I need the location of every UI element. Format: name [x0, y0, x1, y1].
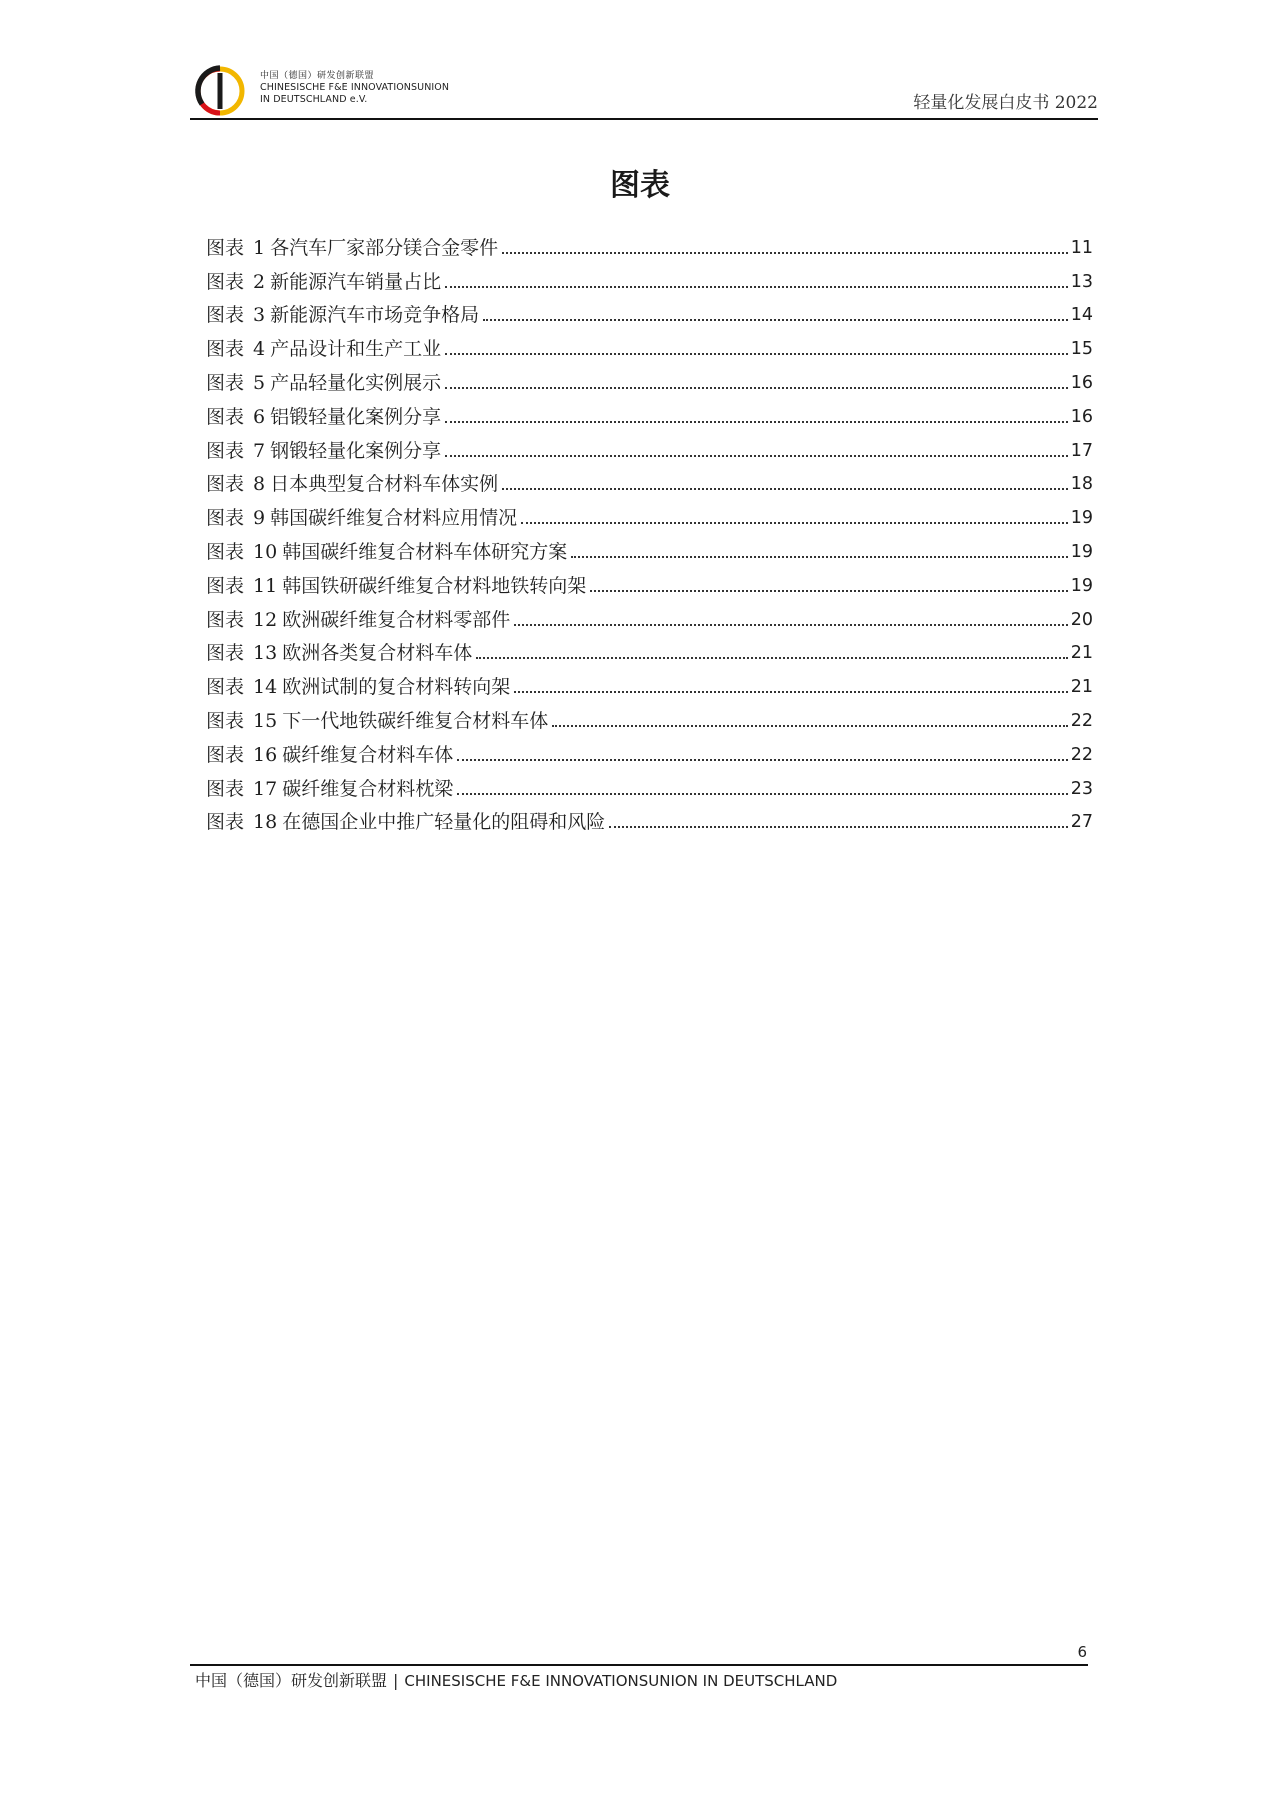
- figure-entry-prefix: 图表: [206, 676, 245, 699]
- figure-entry-page: 16: [1070, 372, 1093, 393]
- figure-entry-number: 18: [253, 811, 278, 834]
- figure-entry-label: [206, 675, 510, 699]
- figure-list-entry[interactable]: [206, 564, 1093, 598]
- figure-list-entry[interactable]: [206, 226, 1093, 260]
- figure-list-entry[interactable]: [206, 530, 1093, 564]
- figure-entry-prefix: 图表: [206, 405, 245, 428]
- figure-entry-number: 6: [253, 405, 266, 428]
- figure-entry-prefix: 图表: [206, 507, 245, 530]
- figure-entry-title: 在德国企业中推广轻量化的阻碍和风险: [282, 811, 606, 834]
- figure-entry-number: 15: [253, 709, 278, 732]
- dot-leader: [457, 793, 1068, 795]
- figure-list-entry[interactable]: [206, 699, 1093, 733]
- figure-entry-prefix: 图表: [206, 811, 245, 834]
- figure-entry-label: [206, 337, 441, 361]
- figure-entry-label: [206, 405, 441, 429]
- figure-entry-page: 23: [1070, 778, 1093, 799]
- dot-leader: [483, 319, 1068, 321]
- figure-list-entry[interactable]: [206, 395, 1093, 429]
- dot-leader: [445, 286, 1068, 288]
- dot-leader: [514, 624, 1068, 626]
- figure-entry-page: 18: [1070, 474, 1093, 495]
- figure-entry-title: 下一代地铁碳纤维复合材料车体: [282, 709, 549, 732]
- figure-entry-prefix: 图表: [206, 439, 245, 462]
- figure-entry-page: 19: [1070, 575, 1093, 596]
- figure-list-entry[interactable]: [206, 767, 1093, 801]
- figure-entry-number: 9: [253, 507, 266, 530]
- figure-entry-label: [206, 641, 472, 665]
- figure-entry-number: 5: [253, 371, 266, 394]
- figure-entry-number: 7: [253, 439, 266, 462]
- figure-list-entry[interactable]: [206, 632, 1093, 666]
- figure-entry-number: 8: [253, 473, 266, 496]
- figure-list-entry[interactable]: [206, 463, 1093, 497]
- figure-list-entry[interactable]: [206, 429, 1093, 463]
- figure-entry-page: 11: [1070, 237, 1093, 258]
- footer-org-cn: 中国（德国）研发创新联盟: [195, 1671, 388, 1690]
- figure-entry-number: 4: [253, 338, 266, 361]
- dot-leader: [502, 488, 1068, 490]
- figure-entry-page: 22: [1070, 744, 1093, 765]
- page-header: [190, 60, 1098, 120]
- figure-entry-title: 韩国碳纤维复合材料车体研究方案: [282, 540, 568, 563]
- figure-entry-prefix: 图表: [206, 777, 245, 800]
- figure-entry-label: [206, 506, 517, 530]
- figure-entry-prefix: 图表: [206, 642, 245, 665]
- figure-entry-prefix: 图表: [206, 608, 245, 631]
- figure-list-entry[interactable]: [206, 294, 1093, 328]
- figure-entry-label: [206, 472, 498, 496]
- figure-entry-number: 10: [253, 540, 278, 563]
- figure-entry-label: [206, 270, 441, 294]
- figure-list: [206, 226, 1093, 834]
- org-name-en-line2: IN DEUTSCHLAND e.V.: [260, 94, 368, 105]
- figure-entry-prefix: 图表: [206, 709, 245, 732]
- org-name-block: [260, 70, 449, 106]
- figure-entry-prefix: 图表: [206, 574, 245, 597]
- dot-leader: [445, 353, 1068, 355]
- figure-list-entry[interactable]: [206, 496, 1093, 530]
- figure-entry-page: 21: [1070, 677, 1093, 698]
- figure-entry-label: [206, 371, 441, 395]
- org-name-cn: 中国（德国）研发创新联盟: [260, 71, 375, 81]
- org-name-en-line1: CHINESISCHE F&E INNOVATIONSUNION: [260, 82, 450, 93]
- dot-leader: [445, 455, 1068, 457]
- figure-entry-label: [206, 439, 441, 463]
- dot-leader: [514, 691, 1068, 693]
- figure-entry-title: 韩国铁研碳纤维复合材料地铁转向架: [282, 574, 587, 597]
- figure-entry-prefix: 图表: [206, 304, 245, 327]
- figure-entry-number: 11: [253, 574, 278, 597]
- figure-entry-number: 3: [253, 304, 266, 327]
- figure-entry-title: 韩国碳纤维复合材料应用情况: [270, 507, 518, 530]
- figure-entry-page: 16: [1070, 406, 1093, 427]
- figure-list-entry[interactable]: [206, 260, 1093, 294]
- figure-entry-page: 21: [1070, 643, 1093, 664]
- figure-list-entry[interactable]: [206, 327, 1093, 361]
- figure-entry-number: 17: [253, 777, 278, 800]
- figure-entry-page: 27: [1070, 812, 1093, 833]
- dot-leader: [502, 252, 1068, 254]
- footer-org: [195, 1670, 837, 1692]
- figure-list-entry[interactable]: [206, 665, 1093, 699]
- figure-entry-prefix: 图表: [206, 743, 245, 766]
- dot-leader: [609, 826, 1068, 828]
- figure-entry-title: 欧洲各类复合材料车体: [282, 642, 473, 665]
- dot-leader: [445, 421, 1068, 423]
- footer-separator: |: [393, 1671, 399, 1690]
- figure-entry-title: 碳纤维复合材料枕梁: [282, 777, 454, 800]
- figure-entry-label: [206, 608, 510, 632]
- dot-leader: [476, 657, 1068, 659]
- figure-entry-prefix: 图表: [206, 236, 245, 259]
- figure-entry-title: 铝锻轻量化案例分享: [270, 405, 442, 428]
- figure-list-heading: 图表: [610, 168, 670, 203]
- dot-leader: [552, 725, 1068, 727]
- page-number: 6: [1077, 1643, 1087, 1661]
- figure-entry-prefix: 图表: [206, 371, 245, 394]
- figure-entry-page: 19: [1070, 508, 1093, 529]
- figure-entry-title: 碳纤维复合材料车体: [282, 743, 454, 766]
- figure-list-entry[interactable]: [206, 733, 1093, 767]
- figure-entry-label: [206, 574, 586, 598]
- dot-leader: [457, 759, 1068, 761]
- figure-entry-page: 17: [1070, 440, 1093, 461]
- dot-leader: [590, 590, 1068, 592]
- figure-entry-title: 新能源汽车销量占比: [270, 270, 442, 293]
- figure-list-entry[interactable]: [206, 598, 1093, 632]
- figure-entry-page: 22: [1070, 710, 1093, 731]
- figure-entry-title: 日本典型复合材料车体实例: [270, 473, 499, 496]
- figure-entry-prefix: 图表: [206, 473, 245, 496]
- org-logo-icon: [194, 64, 246, 116]
- figure-entry-page: 20: [1070, 609, 1093, 630]
- figure-entry-label: [206, 540, 567, 564]
- figure-list-entry[interactable]: [206, 361, 1093, 395]
- figure-entry-title: 产品轻量化实例展示: [270, 371, 442, 394]
- figure-entry-page: 14: [1070, 305, 1093, 326]
- figure-entry-number: 1: [253, 236, 266, 259]
- figure-entry-number: 13: [253, 642, 278, 665]
- dot-leader: [445, 387, 1068, 389]
- dot-leader: [521, 522, 1068, 524]
- footer-org-en: CHINESISCHE F&E INNOVATIONSUNION IN DEUTSCHLAND: [404, 1672, 838, 1690]
- figure-entry-prefix: 图表: [206, 338, 245, 361]
- figure-entry-title: 各汽车厂家部分镁合金零件: [270, 236, 499, 259]
- figure-entry-label: [206, 777, 453, 801]
- figure-entry-label: [206, 236, 498, 260]
- figure-entry-label: [206, 810, 605, 834]
- figure-entry-page: 15: [1070, 339, 1093, 360]
- figure-entry-title: 钢锻轻量化案例分享: [270, 439, 442, 462]
- figure-entry-number: 2: [253, 270, 266, 293]
- header-divider: [190, 118, 1098, 120]
- figure-entry-number: 14: [253, 676, 278, 699]
- figure-entry-page: 13: [1070, 271, 1093, 292]
- figure-entry-page: 19: [1070, 541, 1093, 562]
- figure-entry-title: 产品设计和生产工业: [270, 338, 442, 361]
- figure-entry-title: 欧洲碳纤维复合材料零部件: [282, 608, 511, 631]
- figure-entry-title: 欧洲试制的复合材料转向架: [282, 676, 511, 699]
- document-title: 轻量化发展白皮书 2022: [913, 93, 1098, 113]
- figure-list-entry[interactable]: [206, 801, 1093, 835]
- figure-entry-label: [206, 743, 453, 767]
- figure-entry-title: 新能源汽车市场竞争格局: [270, 304, 480, 327]
- figure-entry-prefix: 图表: [206, 540, 245, 563]
- dot-leader: [571, 556, 1068, 558]
- footer-divider: [190, 1664, 1088, 1666]
- figure-entry-label: [206, 709, 548, 733]
- figure-entry-label: [206, 303, 479, 327]
- figure-entry-number: 12: [253, 608, 278, 631]
- figure-entry-prefix: 图表: [206, 270, 245, 293]
- figure-entry-number: 16: [253, 743, 278, 766]
